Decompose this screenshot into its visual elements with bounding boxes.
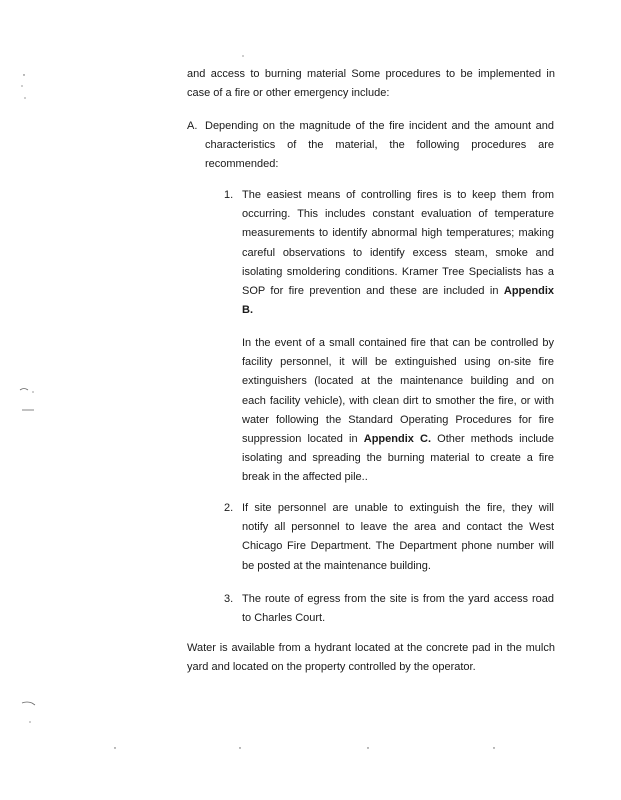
text-line: The easiest means of controlling fires is to keep them from <box>242 189 554 201</box>
text-line: occurring. This includes constant evaluation of temperature <box>242 208 554 221</box>
text-line: Water is available from a hydrant located at the concrete pad in the mulch <box>187 642 555 654</box>
item-2-number: 2. <box>224 502 234 514</box>
text-line: Depending on the magnitude of the fire incident and the amount and <box>205 120 554 132</box>
item-a-text <box>205 117 554 175</box>
text-line <box>242 430 554 449</box>
text-line: yard and located on the property controlled by the operator. <box>187 661 476 674</box>
appendix-ref: Appendix C. <box>363 433 432 446</box>
text-line <box>242 282 554 301</box>
text-line: isolating smoldering conditions. Kramer Tree Specialists has a <box>242 265 554 278</box>
water-paragraph <box>187 639 555 677</box>
text-line: measurements to identify abnormal high temperatures; making <box>242 227 554 240</box>
text-line: notify all personnel to leave the area and contact the West <box>242 521 554 534</box>
text-line: isolating and spreading the burning material to create a fire <box>242 452 554 465</box>
text-fragment: suppression located in <box>242 433 358 446</box>
item-2-paragraph <box>242 499 554 576</box>
text-fragment: Other methods include <box>437 433 554 446</box>
item-1-paragraph <box>242 186 554 320</box>
text-line: Chicago Fire Department. The Department phone number will <box>242 540 554 553</box>
text-line: case of a fire or other emergency include: <box>187 87 390 100</box>
text-line: water following the Standard Operating Procedures for fire <box>242 413 554 426</box>
text-line: facility personnel, it will be extinguished using on-site fire <box>242 356 554 369</box>
item-1-number: 1. <box>224 189 234 201</box>
text-line: The route of egress from the site is from the yard access road <box>242 593 554 605</box>
item-a-label: A. <box>187 120 198 132</box>
appendix-ref-tail: B. <box>242 304 253 317</box>
text-line: break in the affected pile.. <box>242 471 368 484</box>
text-line: recommended: <box>205 158 279 171</box>
text-line: and access to burning material Some procedures to be implemented in <box>187 68 555 80</box>
item-3-number: 3. <box>224 593 234 605</box>
text-line: If site personnel are unable to extinguish the fire, they will <box>242 502 554 514</box>
text-line: be posted at the maintenance building. <box>242 559 431 572</box>
text-line: characteristics of the material, the following procedures are <box>205 139 554 152</box>
intro-paragraph <box>187 65 555 103</box>
text-line: extinguishers (located at the maintenance building and on <box>242 375 554 388</box>
text-line <box>242 301 554 320</box>
item-3-paragraph <box>242 590 554 628</box>
item-1-paragraph-2 <box>242 334 554 488</box>
text-line: to Charles Court. <box>242 612 326 625</box>
text-fragment: SOP for fire prevention and these are included in <box>242 285 499 298</box>
text-line: careful observations to identify excess steam, smoke and <box>242 246 554 259</box>
text-line: each facility vehicle), with clean dirt to smother the fire, or with <box>242 394 554 407</box>
text-line: In the event of a small contained fire that can be controlled by <box>242 337 554 349</box>
appendix-ref: Appendix <box>503 285 554 298</box>
